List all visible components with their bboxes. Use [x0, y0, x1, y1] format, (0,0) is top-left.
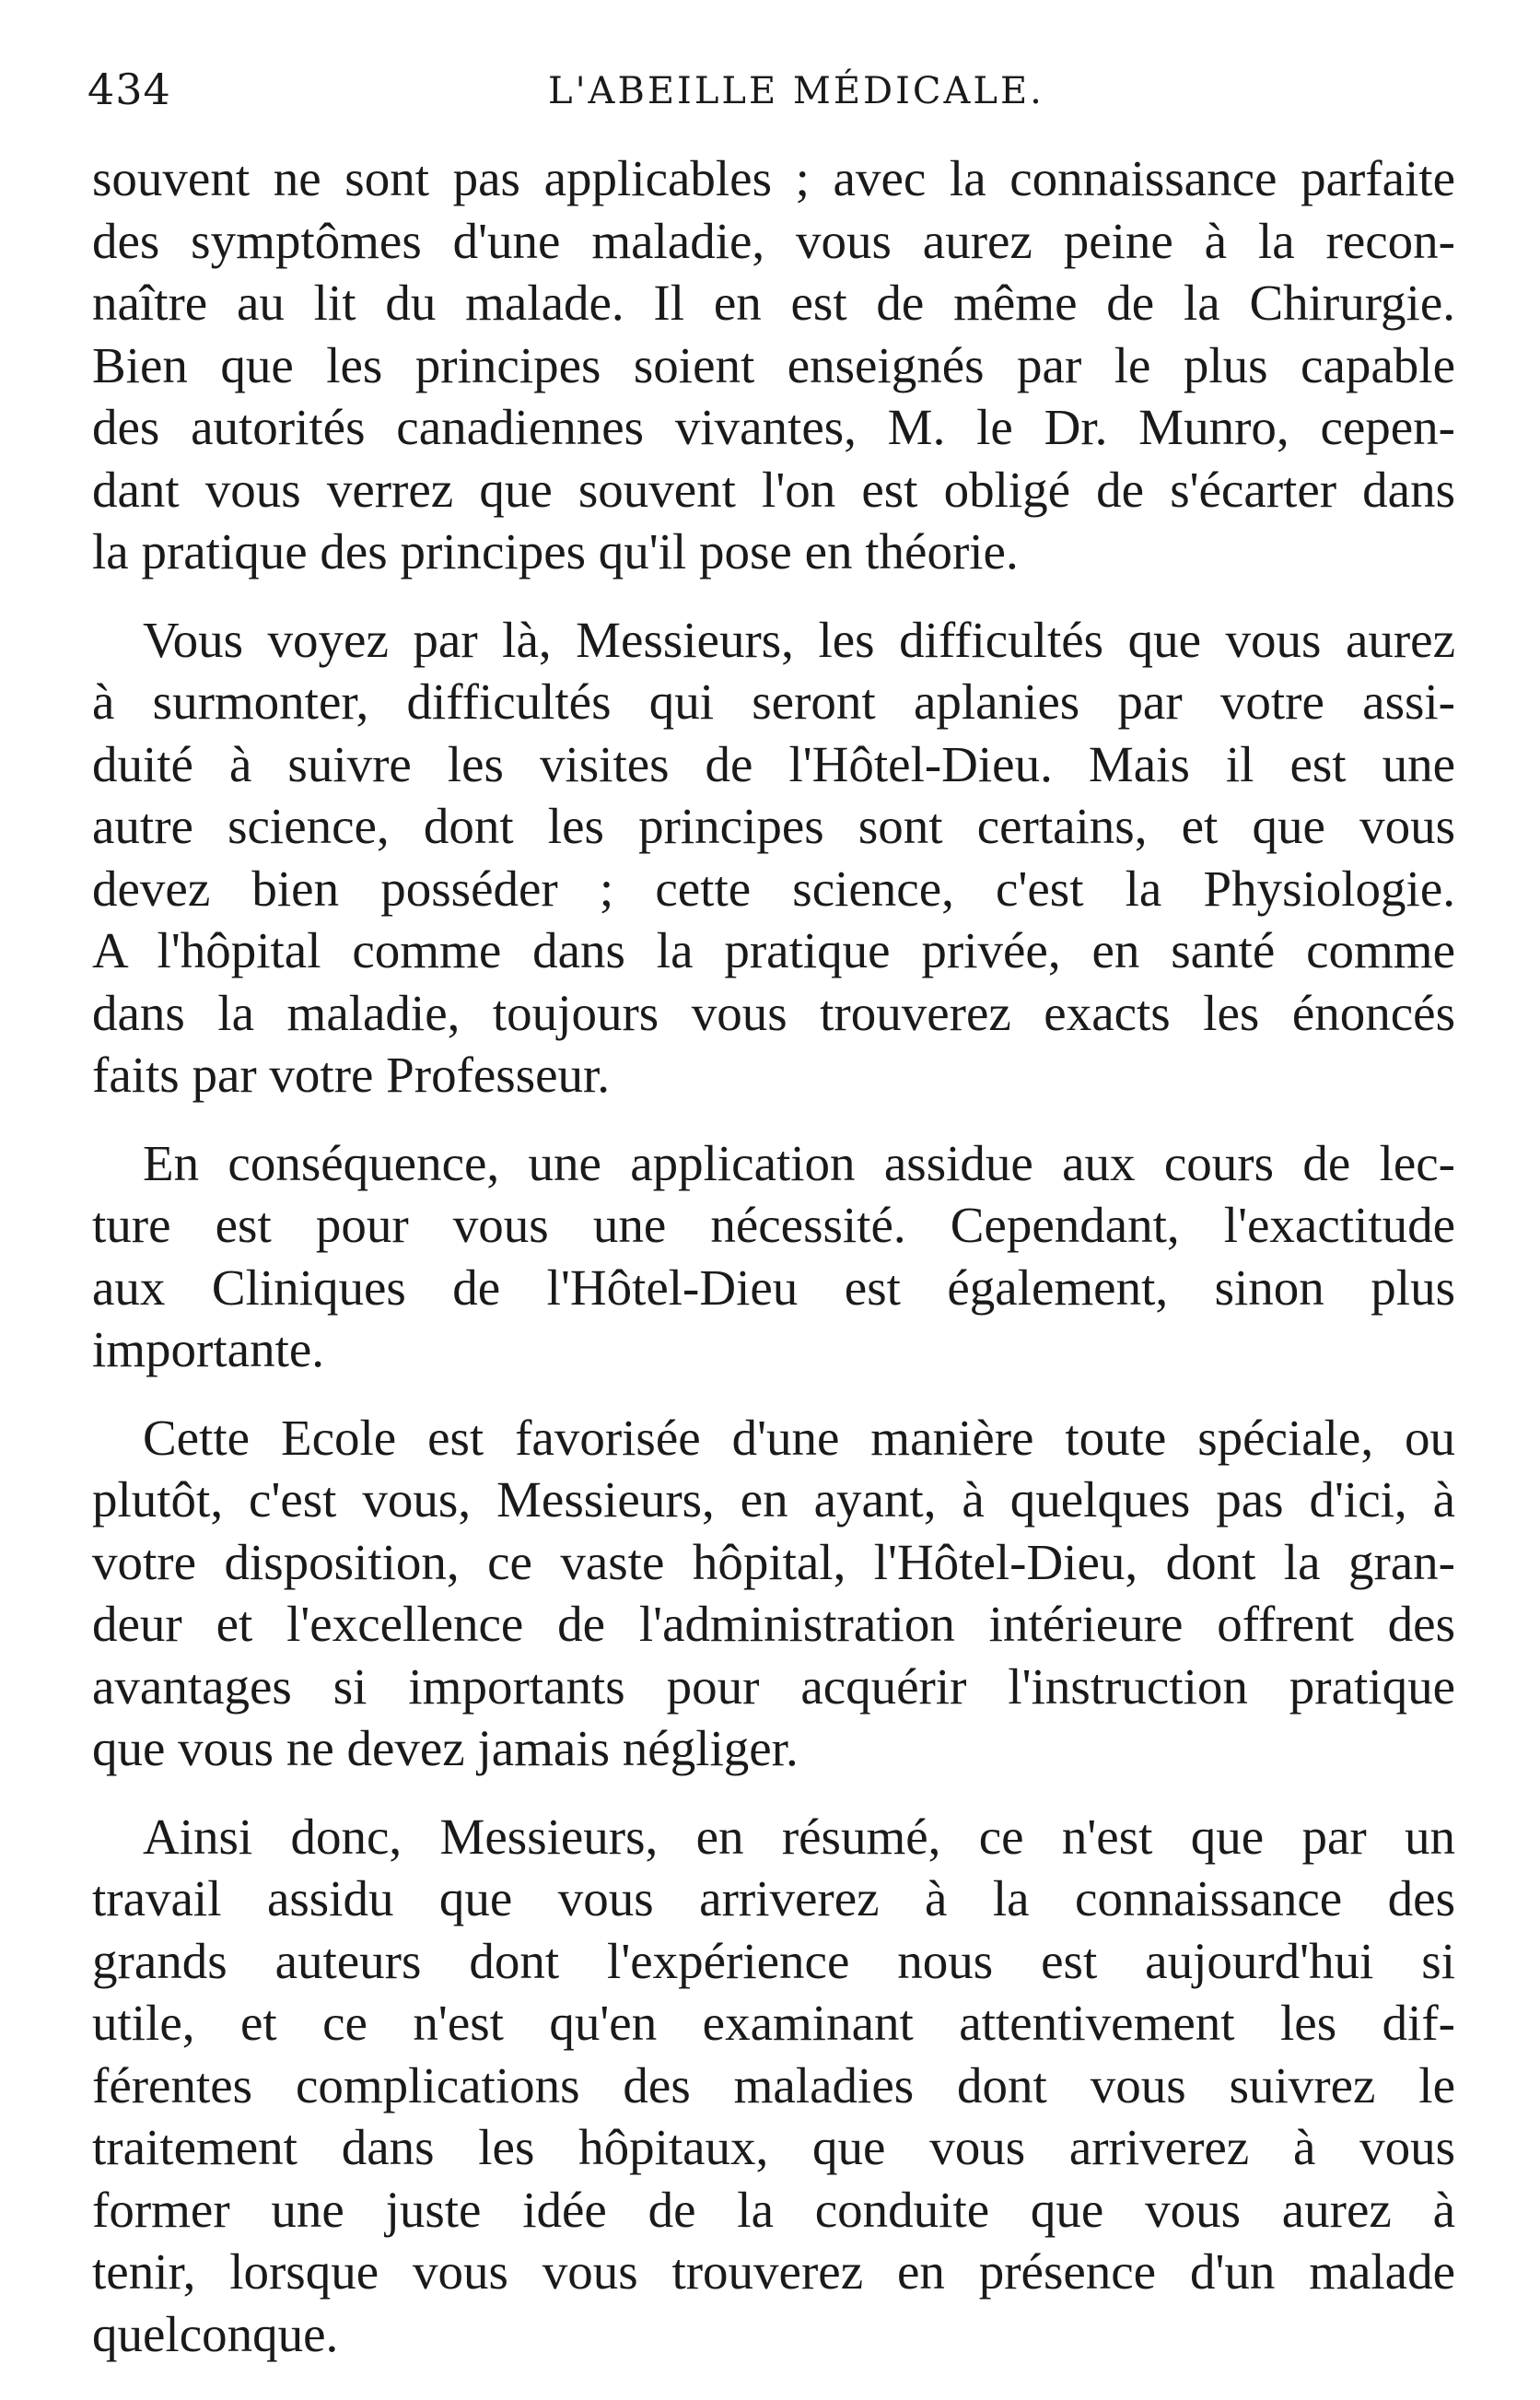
text-line: importante.: [92, 1321, 325, 1377]
text-line: traitement dans les hôpitaux, que vous arriverez à vous: [92, 2119, 1455, 2175]
text-line: A l'hôpital comme dans la pratique privée, en santé comme: [92, 922, 1455, 978]
text-line: former une juste idée de la conduite que vous aurez à: [92, 2181, 1455, 2238]
text-line: aux Cliniques de l'Hôtel-Dieu est également, sinon plus: [92, 1259, 1455, 1316]
text-line: utile, et ce n'est qu'en examinant attentivement les dif-: [92, 1995, 1455, 2051]
paragraph: [92, 1407, 1455, 1780]
text-line: des symptômes d'une maladie, vous aurez peine à la recon-: [92, 212, 1455, 269]
text-line: la pratique des principes qu'il pose en théorie.: [92, 523, 1019, 580]
text-line: duité à suivre les visites de l'Hôtel-Dieu. Mais il est une: [92, 735, 1455, 792]
body-text: [92, 147, 1455, 2391]
page-header: [88, 64, 1441, 129]
text-line: grands auteurs dont l'expérience nous est aujourd'hui si: [92, 1932, 1455, 1989]
text-line: tenir, lorsque vous vous trouverez en présence d'un malade: [92, 2243, 1455, 2300]
text-line: devez bien posséder ; cette science, c'est la Physiologie.: [92, 860, 1455, 917]
text-line: souvent ne sont pas applicables ; avec la connaissance parfaite: [92, 150, 1455, 206]
text-line: ture est pour vous une nécessité. Cependant, l'exactitude: [92, 1197, 1455, 1253]
text-line: Bien que les principes soient enseignés par le plus capable: [92, 336, 1455, 393]
text-line: autre science, dont les principes sont certains, et que vous: [92, 798, 1455, 854]
text-line: faits par votre Professeur.: [92, 1047, 611, 1103]
text-line: Ainsi donc, Messieurs, en résumé, ce n'est que par un: [143, 1808, 1455, 1865]
running-head: L'ABEILLE MÉDICALE.: [548, 70, 1044, 112]
paragraph: [92, 609, 1455, 1106]
text-line: travail assidu que vous arriverez à la connaissance des: [92, 1870, 1455, 1926]
text-line: En conséquence, une application assidue aux cours de lec-: [143, 1134, 1455, 1191]
text-line: votre disposition, ce vaste hôpital, l'Hôtel-Dieu, dont la gran-: [92, 1533, 1455, 1590]
text-line: des autorités canadiennes vivantes, M. le Dr. Munro, cepen-: [92, 399, 1455, 455]
text-line: Cette Ecole est favorisée d'une manière toute spéciale, ou: [143, 1409, 1455, 1466]
text-line: dans la maladie, toujours vous trouverez exacts les énoncés: [92, 984, 1455, 1041]
page-number: 434: [88, 64, 171, 114]
text-line: Vous voyez par là, Messieurs, les difficultés que vous aurez: [143, 611, 1455, 668]
text-line: que vous ne devez jamais négliger.: [92, 1720, 799, 1776]
text-line: à surmonter, difficultés qui seront aplanies par votre assi-: [92, 673, 1455, 730]
text-line: deur et l'excellence de l'administration intérieure offrent des: [92, 1596, 1455, 1652]
text-line: dant vous verrez que souvent l'on est obligé de s'écarter dans: [92, 461, 1455, 518]
text-line: naître au lit du malade. Il en est de même de la Chirurgie.: [92, 275, 1455, 331]
text-line: férentes complications des maladies dont vous suivrez le: [92, 2056, 1455, 2113]
text-line: plutôt, c'est vous, Messieurs, en ayant, à quelques pas d'ici, à: [92, 1471, 1455, 1528]
text-line: quelconque.: [92, 2305, 339, 2362]
paragraph: [92, 1132, 1455, 1381]
paragraph: [92, 1806, 1455, 2366]
paragraph: [92, 147, 1455, 583]
text-line: avantages si importants pour acquérir l'instruction pratique: [92, 1657, 1455, 1715]
